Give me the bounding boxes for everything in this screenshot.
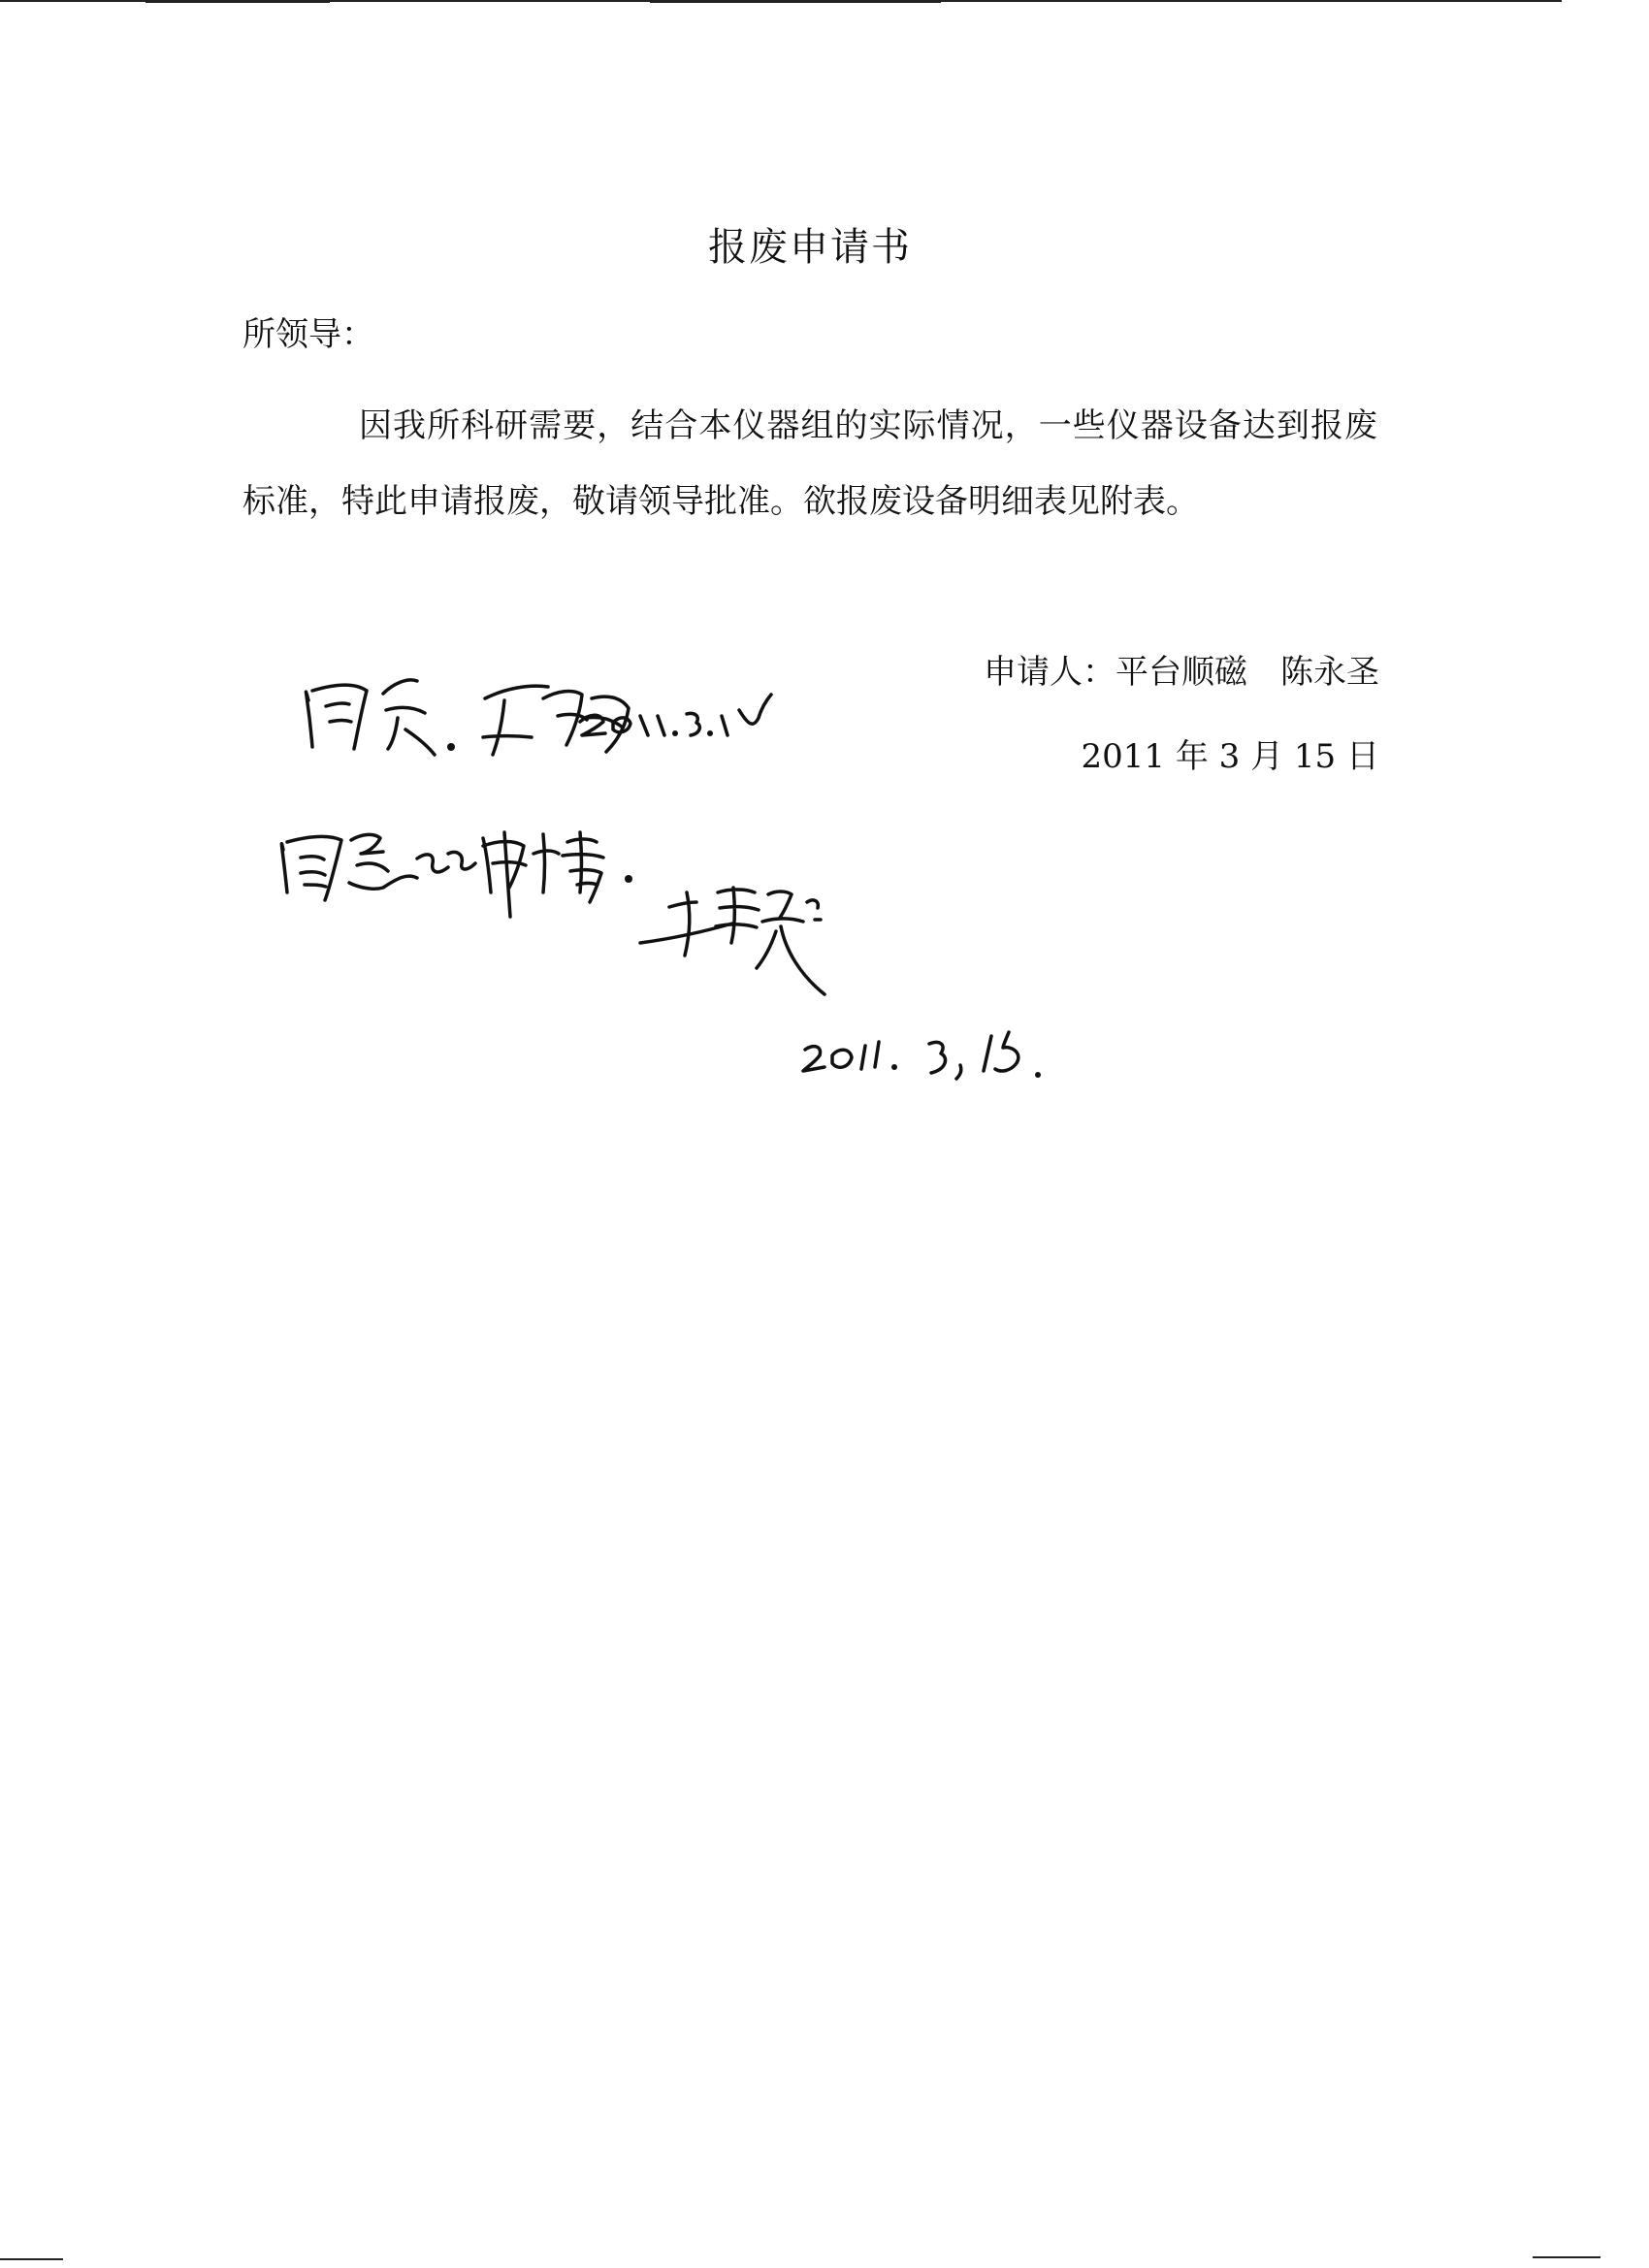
applicant-line: 申请人：平台顺磁 陈永圣 (984, 653, 1379, 692)
scan-mark (650, 0, 941, 3)
handwritten-approval-2 (281, 832, 632, 917)
salutation: 所领导： (242, 315, 374, 354)
handwritten-signature (640, 888, 824, 994)
scan-mark (1533, 2256, 1600, 2258)
body-paragraph: 因我所科研需要，结合本仪器组的实际情况，一些仪器设备达到报废标准，特此申请报废，敬请领导批准。欲报废设备明细表见附表。 (242, 406, 1377, 521)
page-title: 报废申请书 (708, 225, 912, 270)
handwritten-approval-1 (306, 680, 771, 755)
handwritten-signature-date (803, 1032, 1041, 1079)
application-date: 2011 年 3 月 15 日 (1081, 737, 1379, 776)
scan-mark (146, 0, 330, 3)
scan-border-bottom (0, 2258, 63, 2260)
